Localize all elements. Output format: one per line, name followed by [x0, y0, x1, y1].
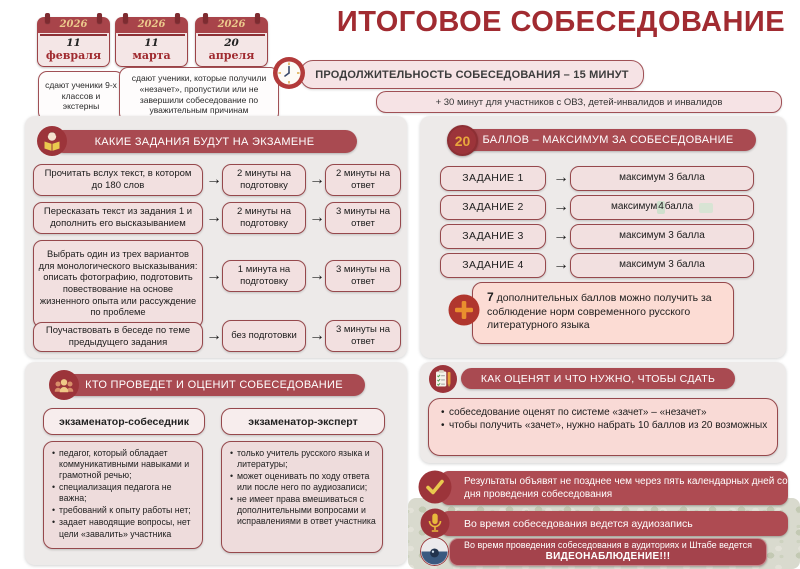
- calendar-card: [37, 17, 110, 67]
- answer-time-box: 3 минуты на ответ: [325, 260, 401, 292]
- max-points-box: [570, 195, 754, 220]
- calendar-rule: [198, 34, 265, 36]
- calendar-year: 2026: [195, 17, 268, 33]
- notice-video-line1: Во время проведения собеседования в аудиториях и Штабе ведется: [464, 540, 752, 551]
- max-points-edited-value: 4: [658, 201, 664, 213]
- bonus-number: 7: [487, 290, 494, 304]
- bullet-item: • задает наводящие вопросы, нет цели «завалить» участника: [51, 517, 197, 539]
- panel-examiners-header: КТО ПРОВЕДЕТ И ОЦЕНИТ СОБЕСЕДОВАНИЕ: [63, 374, 365, 396]
- clock-icon: [272, 56, 306, 90]
- arrow-icon: →: [553, 198, 569, 215]
- notice-video: [449, 538, 767, 566]
- panel-points-header: БАЛЛОВ – МАКСИМУМ ЗА СОБЕСЕДОВАНИЕ: [460, 129, 756, 151]
- task-box: Поучаствовать в беседе по теме предыдущего задания: [33, 322, 203, 352]
- bonus-text: дополнительных баллов можно получить за соблюдение норм современного русского литературного языка: [487, 292, 712, 332]
- arrow-icon: →: [309, 267, 325, 284]
- camera-icon: [420, 537, 449, 566]
- calendar-body: [37, 33, 110, 67]
- calendar-pin-icon: [123, 13, 128, 23]
- calendar-card: [115, 17, 188, 67]
- microphone-icon: [420, 508, 450, 538]
- bullet-item: • требований к опыту работы нет;: [51, 505, 197, 516]
- notice-audio: Во время собеседования ведется аудиозапись: [440, 511, 788, 536]
- panel-examiners: [25, 362, 407, 565]
- plus-icon: [448, 294, 480, 326]
- max-points-text: максимум: [610, 201, 658, 213]
- prep-time-box: 2 минуты на подготовку: [222, 164, 306, 196]
- edit-artifact: [699, 203, 713, 213]
- answer-time-box: 3 минуты на ответ: [325, 320, 401, 352]
- calendar-body: [195, 33, 268, 67]
- bullet-item: • чтобы получить «зачет», нужно набрать 10 баллов из 20 возможных: [439, 419, 769, 432]
- grading-box: [428, 398, 778, 456]
- calendar-year: 2026: [115, 17, 188, 33]
- arrow-icon: →: [309, 327, 325, 344]
- calendar-pin-icon: [203, 13, 208, 23]
- prep-time-box: 1 минута на подготовку: [222, 260, 306, 292]
- max-points-text: балла: [664, 201, 694, 213]
- arrow-icon: →: [206, 171, 222, 188]
- score-20-badge: 20: [447, 125, 478, 156]
- role-title-box: экзаменатор-собеседник: [43, 408, 205, 435]
- panel-tasks-header: КАКИЕ ЗАДАНИЯ БУДУТ НА ЭКЗАМЕНЕ: [52, 130, 357, 153]
- calendar-note: сдают ученики 9-х классов и экстерны: [38, 71, 124, 121]
- task-label-box: ЗАДАНИЕ 4: [440, 253, 546, 278]
- bullet-item: • только учитель русского языка и литературы;: [229, 448, 377, 470]
- task-label-box: ЗАДАНИЕ 3: [440, 224, 546, 249]
- panel-points: [420, 116, 786, 358]
- arrow-icon: →: [206, 209, 222, 226]
- arrow-icon: →: [553, 256, 569, 273]
- arrow-icon: →: [206, 327, 222, 344]
- calendar-day: 11: [144, 37, 159, 49]
- role-title-box: экзаменатор-эксперт: [221, 408, 385, 435]
- calendar-day: 11: [66, 37, 81, 49]
- answer-time-box: 3 минуты на ответ: [325, 202, 401, 234]
- notice-results: Результаты объявят не позднее чем через пять календарных дней со дня проведения собеседования: [440, 471, 788, 505]
- calendar-pin-icon: [175, 13, 180, 23]
- role-details-box: [221, 441, 383, 553]
- prep-time-box: без подготовки: [222, 320, 306, 352]
- bullet-item: • не имеет права вмешиваться с дополнительными вопросами и исправлениями в ответ участника: [229, 494, 377, 527]
- duration-extra-pill: + 30 минут для участников с ОВЗ, детей-инвалидов и инвалидов: [376, 91, 782, 113]
- arrow-icon: →: [553, 227, 569, 244]
- bullet-item: • собеседование оценят по системе «зачет» – «незачет»: [439, 406, 769, 419]
- calendar-rule: [118, 34, 185, 36]
- calendar-card: [195, 17, 268, 67]
- bullet-item: • педагог, который обладает коммуникативными навыками и грамотной речью;: [51, 448, 197, 481]
- notice-video-line2: ВИДЕОНАБЛЮДЕНИЕ!!!: [545, 551, 671, 563]
- panel-tasks: [25, 116, 407, 358]
- calendar-rule: [40, 34, 107, 36]
- answer-time-box: 2 минуты на ответ: [325, 164, 401, 196]
- task-box: Прочитать вслух текст, в котором до 180 слов: [33, 164, 203, 196]
- calendar-month: марта: [132, 49, 171, 62]
- task-label-box: ЗАДАНИЕ 1: [440, 166, 546, 191]
- prep-time-box: 2 минуты на подготовку: [222, 202, 306, 234]
- max-points-box: максимум 3 балла: [570, 253, 754, 278]
- calendar-day: 20: [224, 37, 239, 49]
- bullet-item: • может оценивать по ходу ответа или после него по аудиозаписи;: [229, 471, 377, 493]
- max-points-box: максимум 3 балла: [570, 166, 754, 191]
- max-points-box: максимум 3 балла: [570, 224, 754, 249]
- checklist-icon: [429, 365, 457, 393]
- calendar-month: апреля: [208, 49, 255, 62]
- person-reading-icon: [37, 126, 67, 156]
- bullet-item: • специализация педагога не важна;: [51, 482, 197, 504]
- calendar-pin-icon: [255, 13, 260, 23]
- calendar-pin-icon: [45, 13, 50, 23]
- role-details-box: [43, 441, 203, 549]
- panel-grading: [420, 362, 786, 463]
- calendar-pin-icon: [97, 13, 102, 23]
- arrow-icon: →: [309, 209, 325, 226]
- checkmark-icon: [418, 470, 452, 504]
- calendar-body: [115, 33, 188, 67]
- people-group-icon: [49, 370, 79, 400]
- arrow-icon: →: [309, 171, 325, 188]
- bonus-box: [472, 282, 734, 344]
- task-box: Пересказать текст из задания 1 и дополнить его высказыванием: [33, 202, 203, 234]
- task-label-box: ЗАДАНИЕ 2: [440, 195, 546, 220]
- task-box: Выбрать один из трех вариантов для монологического высказывания: описать фотографию, подготовить повествование на основе жизненного опыта или рассуждение по проблеме: [33, 240, 203, 328]
- calendar-month: февраля: [45, 49, 102, 62]
- calendar-year: 2026: [37, 17, 110, 33]
- page-title: ИТОГОВОЕ СОБЕСЕДОВАНИЕ: [336, 6, 786, 38]
- calendar-note: сдают ученики, которые получили «незачет», пропустили или не завершили собеседование по уважительным причинам: [119, 67, 279, 122]
- arrow-icon: →: [206, 267, 222, 284]
- panel-grading-header: КАК ОЦЕНЯТ И ЧТО НУЖНО, ЧТОБЫ СДАТЬ: [461, 368, 735, 389]
- arrow-icon: →: [553, 169, 569, 186]
- duration-pill: ПРОДОЛЖИТЕЛЬНОСТЬ СОБЕСЕДОВАНИЯ – 15 МИНУТ: [300, 60, 644, 89]
